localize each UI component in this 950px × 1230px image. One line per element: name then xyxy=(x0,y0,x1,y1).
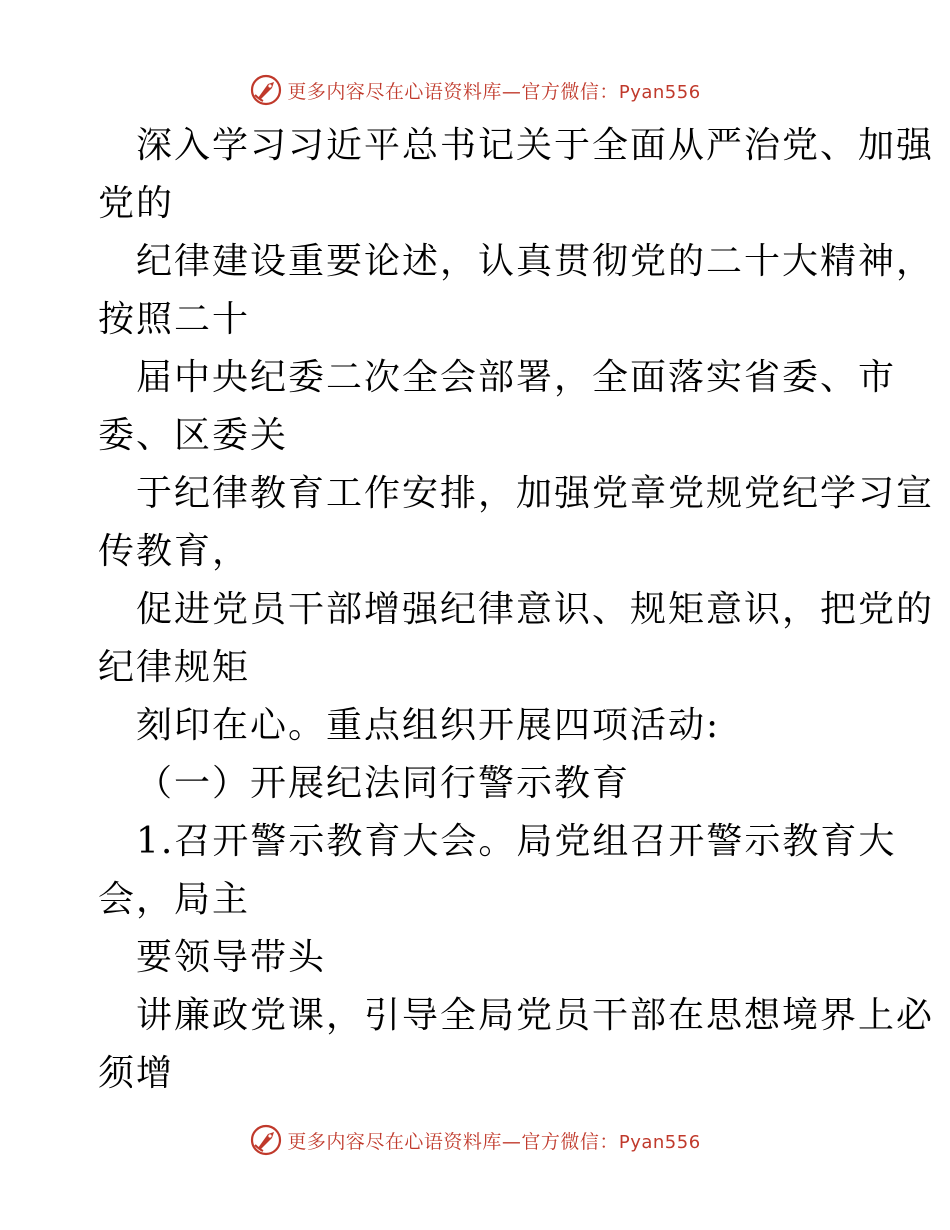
paragraph-line: 按照二十 xyxy=(98,299,251,340)
watermark-separator: — xyxy=(501,1130,522,1153)
paragraph-line: 纪律建设重要论述，认真贯彻党的二十大精神， xyxy=(136,241,935,282)
document-body xyxy=(98,117,935,1103)
watermark-banner-top xyxy=(0,70,950,110)
paragraph-line: 党的 xyxy=(98,183,175,224)
paragraph-line: 委、区委关 xyxy=(98,415,289,456)
watermark-label: 官方微信： xyxy=(521,1130,619,1153)
paragraph-line: 讲廉政党课，引导全局党员干部在思想境界上必 xyxy=(136,995,935,1036)
paragraph-line: 届中央纪委二次全会部署，全面落实省委、市 xyxy=(136,357,897,398)
section-heading: （一）开展纪法同行警示教育 xyxy=(136,763,631,804)
watermark-banner-bottom xyxy=(0,1120,950,1160)
watermark-text xyxy=(287,1127,700,1154)
paragraph-line: 刻印在心。重点组织开展四项活动: xyxy=(136,705,721,746)
paragraph-line: 传教育， xyxy=(98,531,251,572)
paragraph-line: 1.召开警示教育大会。局党组召开警示教育大 xyxy=(136,821,897,862)
watermark-wechat-id: Pyan556 xyxy=(618,1131,701,1153)
paragraph-line: 要领导带头 xyxy=(136,937,327,978)
paragraph-line: 促进党员干部增强纪律意识、规矩意识，把党的 xyxy=(136,589,935,630)
watermark-label: 官方微信： xyxy=(521,80,619,103)
pen-nib-circle-icon xyxy=(249,1123,283,1157)
paragraph-line: 于纪律教育工作安排，加强党章党规党纪学习宣 xyxy=(136,473,935,514)
paragraph-line: 纪律规矩 xyxy=(98,647,251,688)
paragraph-line: 会，局主 xyxy=(98,879,251,920)
pen-nib-circle-icon xyxy=(249,73,283,107)
paragraph-line: 深入学习习近平总书记关于全面从严治党、加强 xyxy=(136,125,935,166)
watermark-site-text: 更多内容尽在心语资料库 xyxy=(287,1130,502,1153)
watermark-separator: — xyxy=(501,80,522,103)
watermark-site-text: 更多内容尽在心语资料库 xyxy=(287,80,502,103)
watermark-text xyxy=(287,77,700,104)
watermark-wechat-id: Pyan556 xyxy=(618,81,701,103)
paragraph-line: 须增 xyxy=(98,1053,175,1094)
